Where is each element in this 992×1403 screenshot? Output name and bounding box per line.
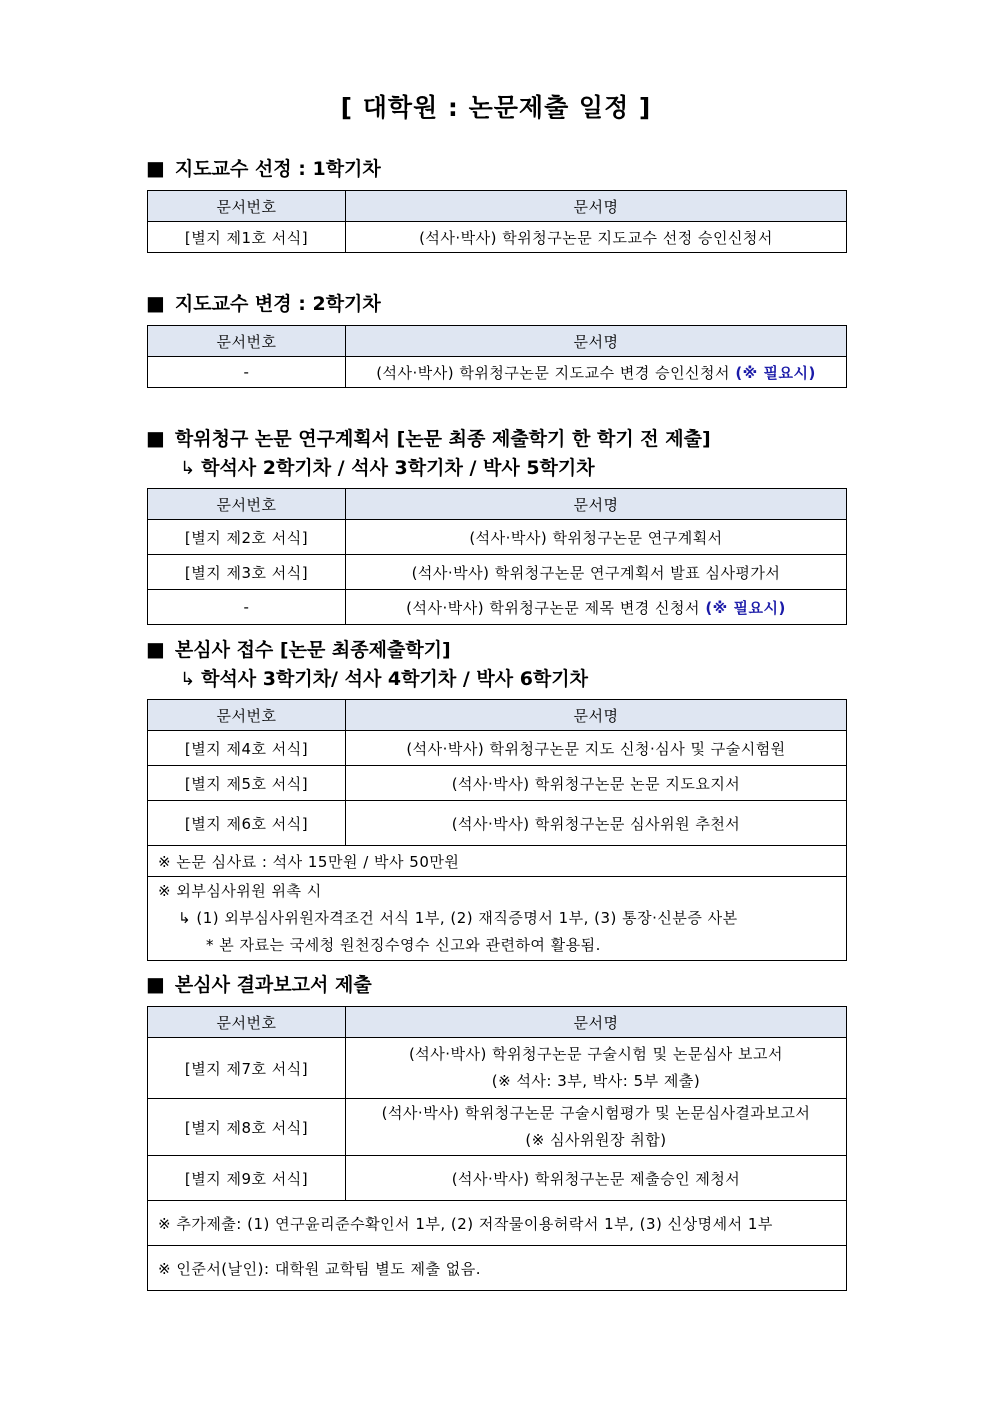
section-heading-advisor-change: ■ 지도교수 변경 : 2학기차 (146, 291, 381, 315)
form-number: [별지 제1호 서식] (148, 222, 346, 253)
form-name: (석사·박사) 학위청구논문 지도교수 변경 승인신청서 (※ 필요시) (346, 357, 847, 388)
col-header-number: 문서번호 (148, 191, 346, 222)
seal-note: ※ 인준서(날인): 대학원 교학팀 별도 제출 없음. (148, 1246, 847, 1291)
table-advisor-selection (147, 190, 847, 253)
table-advisor-change (147, 325, 847, 388)
form-number: [별지 제7호 서식] (148, 1038, 346, 1099)
form-number: [별지 제9호 서식] (148, 1156, 346, 1201)
form-name: (석사·박사) 학위청구논문 심사위원 추천서 (346, 801, 847, 846)
col-header-number: 문서번호 (148, 326, 346, 357)
table-row (148, 357, 847, 388)
col-header-name: 문서명 (346, 326, 847, 357)
table-header-row (148, 700, 847, 731)
section-heading-result-report: ■ 본심사 결과보고서 제출 (146, 972, 372, 996)
table-main-review (147, 699, 847, 961)
section-subheading-main-review: ↳ 학석사 3학기차/ 석사 4학기차 / 박사 6학기차 (180, 668, 588, 690)
table-header-row (148, 326, 847, 357)
form-name: (석사·박사) 학위청구논문 구술시험 및 논문심사 보고서 (※ 석사: 3부, 박사: 5부 제출) (346, 1038, 847, 1099)
form-name: (석사·박사) 학위청구논문 지도교수 선정 승인신청서 (346, 222, 847, 253)
col-header-name: 문서명 (346, 1007, 847, 1038)
additional-submission-note: ※ 추가제출: (1) 연구윤리준수확인서 1부, (2) 저작물이용허락서 1부, (3) 신상명세서 1부 (148, 1201, 847, 1246)
table-row (148, 801, 847, 846)
square-bullet-icon: ■ (146, 291, 165, 315)
form-number: [별지 제8호 서식] (148, 1099, 346, 1156)
col-header-name: 문서명 (346, 700, 847, 731)
square-bullet-icon: ■ (146, 972, 165, 996)
table-row (148, 731, 847, 766)
table-result-report (147, 1006, 847, 1291)
form-name: (석사·박사) 학위청구논문 연구계획서 (346, 520, 847, 555)
section-heading-advisor-selection: ■ 지도교수 선정 : 1학기차 (146, 156, 381, 180)
table-research-plan (147, 488, 847, 625)
form-number: [별지 제4호 서식] (148, 731, 346, 766)
form-number: [별지 제3호 서식] (148, 555, 346, 590)
page-title: [ 대학원 : 논문제출 일정 ] (340, 93, 652, 122)
if-needed-note: (※ 필요시) (735, 363, 816, 382)
form-name: (석사·박사) 학위청구논문 제출승인 제청서 (346, 1156, 847, 1201)
note-row (148, 1201, 847, 1246)
note-row (148, 1246, 847, 1291)
col-header-name: 문서명 (346, 489, 847, 520)
square-bullet-icon: ■ (146, 426, 165, 450)
col-header-name: 문서명 (346, 191, 847, 222)
review-fee-note: ※ 논문 심사료 : 석사 15만원 / 박사 50만원 (148, 846, 847, 877)
form-number: - (148, 590, 346, 625)
form-name: (석사·박사) 학위청구논문 논문 지도요지서 (346, 766, 847, 801)
note-row (148, 846, 847, 877)
form-number: [별지 제6호 서식] (148, 801, 346, 846)
section-subheading-research-plan: ↳ 학석사 2학기차 / 석사 3학기차 / 박사 5학기차 (180, 457, 595, 479)
arrow-icon: ↳ (180, 458, 196, 479)
col-header-number: 문서번호 (148, 700, 346, 731)
square-bullet-icon: ■ (146, 637, 165, 661)
col-header-number: 문서번호 (148, 489, 346, 520)
table-row (148, 766, 847, 801)
form-number: - (148, 357, 346, 388)
table-row (148, 1156, 847, 1201)
form-number: [별지 제2호 서식] (148, 520, 346, 555)
form-name: (석사·박사) 학위청구논문 지도 신청·심사 및 구술시험원 (346, 731, 847, 766)
arrow-icon: ↳ (180, 669, 196, 690)
table-row (148, 590, 847, 625)
table-header-row (148, 489, 847, 520)
form-name: (석사·박사) 학위청구논문 연구계획서 발표 심사평가서 (346, 555, 847, 590)
table-row (148, 1038, 847, 1099)
table-header-row (148, 1007, 847, 1038)
table-row (148, 520, 847, 555)
section-heading-main-review: ■ 본심사 접수 [논문 최종제출학기] (146, 637, 451, 661)
arrow-icon: ↳ (178, 909, 192, 927)
note-row (148, 877, 847, 961)
form-number: [별지 제5호 서식] (148, 766, 346, 801)
form-name: (석사·박사) 학위청구논문 구술시험평가 및 논문심사결과보고서 (※ 심사위원장 취합) (346, 1099, 847, 1156)
table-row (148, 555, 847, 590)
form-name: (석사·박사) 학위청구논문 제목 변경 신청서 (※ 필요시) (346, 590, 847, 625)
col-header-number: 문서번호 (148, 1007, 346, 1038)
external-reviewer-note: ※ 외부심사위원 위촉 시 ↳ (1) 외부심사위원자격조건 서식 1부, (2) 재직증명서 1부, (3) 통장·신분증 사본 * 본 자료는 국세청 원천징수영수 신고와 관련하여 활용됨. (148, 877, 847, 961)
table-row (148, 222, 847, 253)
table-row (148, 1099, 847, 1156)
if-needed-note: (※ 필요시) (705, 598, 786, 617)
square-bullet-icon: ■ (146, 156, 165, 180)
table-header-row (148, 191, 847, 222)
section-heading-research-plan: ■ 학위청구 논문 연구계획서 [논문 최종 제출학기 한 학기 전 제출] (146, 426, 711, 450)
